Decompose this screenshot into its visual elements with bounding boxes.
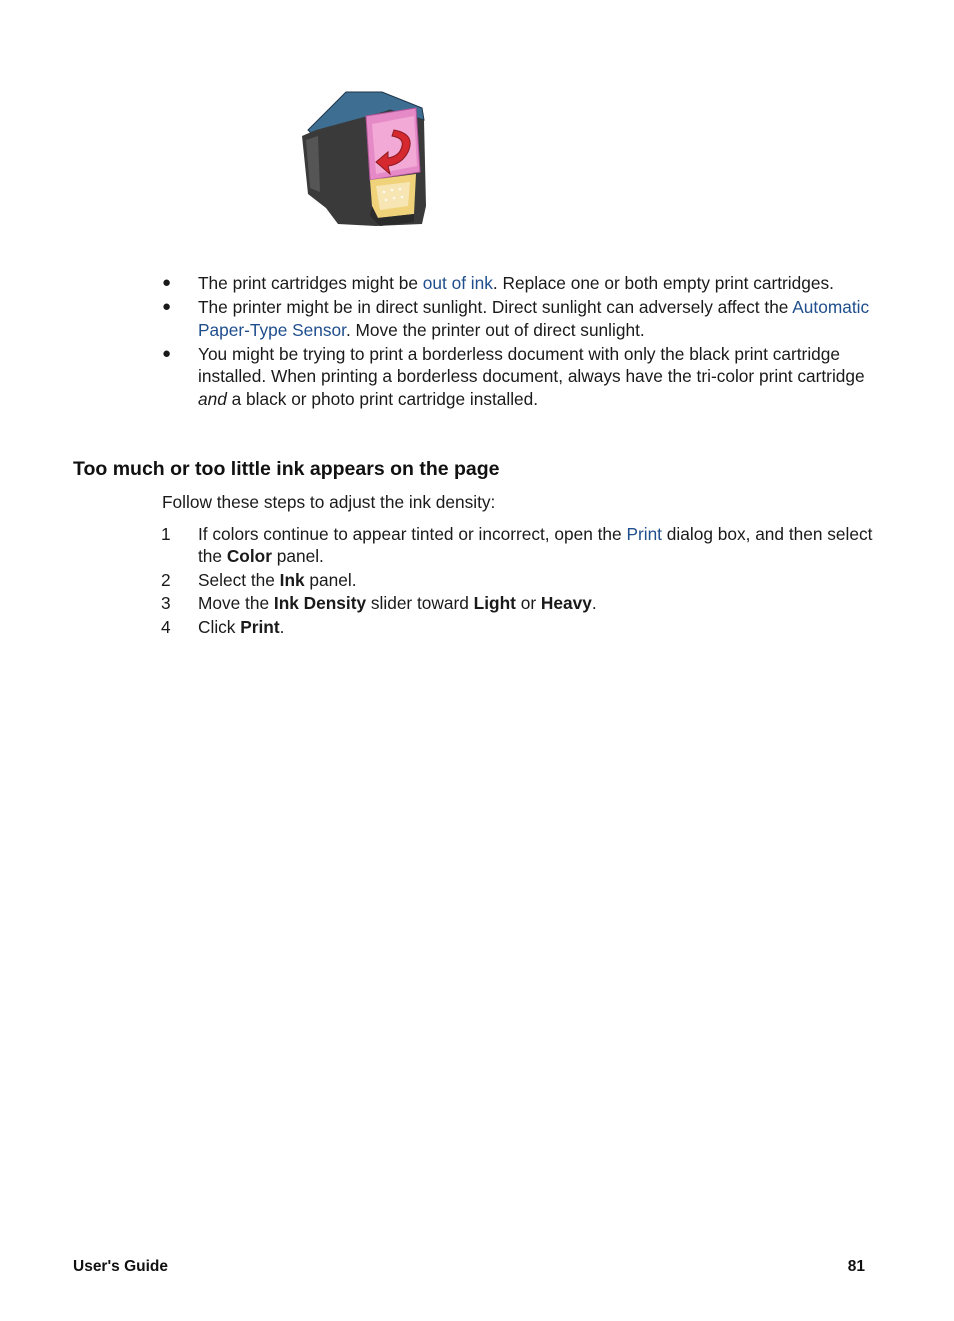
list-item: 4 Click Print. [161,616,285,637]
bullet-icon: ● [162,274,172,291]
page-number: 81 [847,1258,865,1275]
list-item: 2 Select the Ink panel. [161,569,357,590]
print-cartridge-illustration [296,86,436,234]
automatic-paper-type-sensor-link[interactable]: Automatic Paper-Type Sensor [198,297,870,340]
bullet-icon: ● [162,298,172,315]
step-number: 4 [161,616,171,637]
footer-guide-title: User's Guide [73,1258,168,1275]
list-item: ● The printer might be in direct sunlight. Direct sunlight can adversely affect the Automatic Paper-Type Sensor. Move the printer out of direct sunlight. [162,297,870,340]
list-item: 3 Move the Ink Density slider toward Light or Heavy. [161,593,597,613]
print-dialog-link[interactable]: Print [626,524,662,544]
section-intro: Follow these steps to adjust the ink density: [162,492,496,512]
out-of-ink-link[interactable]: out of ink [422,273,493,293]
step-number: 3 [161,593,171,613]
step-number: 1 [161,524,171,544]
list-item: ● You might be trying to print a borderless document with only the black print cartridge installed. When printing a borderless document, always have the tri-color print cartridge and a black or photo print cartridge installed. [162,343,865,409]
possible-causes-list [160,272,880,412]
steps-list [160,523,880,639]
bullet-icon: ● [162,344,172,362]
section-heading: Too much or too little ink appears on the page [73,458,500,480]
list-item: 1 If colors continue to appear tinted or incorrect, open the Print dialog box, and then select the Color panel. [161,524,873,566]
step-number: 2 [161,569,171,590]
list-item: ● The print cartridges might be out of ink. Replace one or both empty print cartridges. [162,273,834,293]
